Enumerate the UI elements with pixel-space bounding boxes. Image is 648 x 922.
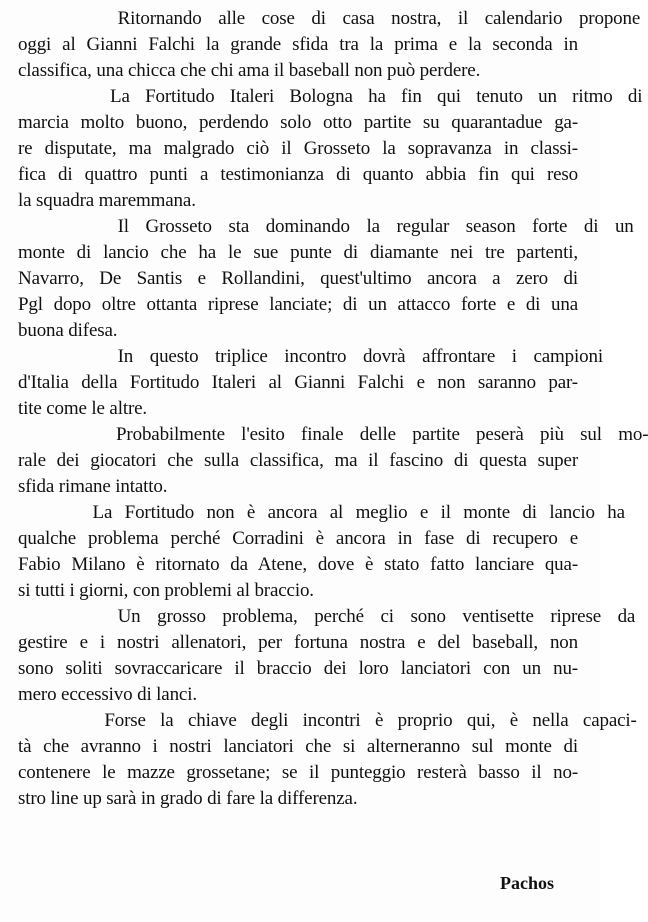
text-line: Forse la chiave degli incontri è proprio qui, è nella capaci- <box>18 710 637 731</box>
text-line: rale dei giocatori che sulla classifica, ma il fascino di questa super <box>18 450 578 471</box>
text-line: Un grosso problema, perché ci sono ventisette riprese da <box>18 606 636 627</box>
text-line: gestire e i nostri allenatori, per fortuna nostra e del baseball, non <box>18 632 578 653</box>
article-paragraph <box>18 422 648 500</box>
text-line: tite come le altre. <box>18 398 148 419</box>
article-body <box>18 6 648 812</box>
text-line: Navarro, De Santis e Rollandini, quest'ultimo ancora a zero di <box>18 268 578 289</box>
article-paragraph <box>18 500 625 604</box>
text-line: La Fortitudo non è ancora al meglio e il monte di lancio ha <box>18 502 625 523</box>
text-line: tà che avranno i nostri lanciatori che si alterneranno sul monte di <box>18 736 578 757</box>
article-paragraph <box>18 214 634 344</box>
text-line: qualche problema perché Corradini è ancora in fase di recupero e <box>18 528 578 549</box>
text-line: monte di lancio che ha le sue punte di diamante nei tre partenti, <box>18 242 578 263</box>
text-line: Probabilmente l'esito finale delle partite peserà più sul mo- <box>18 424 648 445</box>
text-line: buona difesa. <box>18 320 118 341</box>
text-line: re disputate, ma malgrado ciò il Grosseto la sopravanza in classi- <box>18 138 578 159</box>
text-line: Ritornando alle cose di casa nostra, il calendario propone <box>18 8 641 29</box>
author-byline: Pachos <box>500 873 554 893</box>
text-line: Pgl dopo oltre ottanta riprese lanciate; di un attacco forte e di una <box>18 294 578 315</box>
text-line: mero eccessivo di lanci. <box>18 684 197 705</box>
text-line: sono soliti sovraccaricare il braccio dei loro lanciatori con un nu- <box>18 658 578 679</box>
text-line: si tutti i giorni, con problemi al braccio. <box>18 580 314 601</box>
text-line: fica di quattro punti a testimonianza di quanto abbia fin qui reso <box>18 164 578 185</box>
article-paragraph <box>18 604 636 708</box>
article-paragraph <box>18 708 637 812</box>
text-line: sfida rimane intatto. <box>18 476 168 497</box>
text-line: stro line up sarà in grado di fare la differenza. <box>18 788 358 809</box>
text-line: In questo triplice incontro dovrà affrontare i campioni <box>18 346 603 367</box>
text-line: marcia molto buono, perdendo solo otto partite su quarantadue ga- <box>18 112 578 133</box>
text-line: Fabio Milano è ritornato da Atene, dove è stato fatto lanciare qua- <box>18 554 578 575</box>
article-paragraph <box>18 6 641 84</box>
text-line: classifica, una chicca che chi ama il baseball non può perdere. <box>18 60 481 81</box>
text-line: oggi al Gianni Falchi la grande sfida tra la prima e la seconda in <box>18 34 578 55</box>
text-line: la squadra maremmana. <box>18 190 196 211</box>
text-line: d'Italia della Fortitudo Italeri al Gianni Falchi e non saranno par- <box>18 372 578 393</box>
text-line: La Fortitudo Italeri Bologna ha fin qui tenuto un ritmo di <box>18 86 643 107</box>
article-paragraph <box>18 344 603 422</box>
text-line: Il Grosseto sta dominando la regular season forte di un <box>18 216 634 237</box>
article-paragraph <box>18 84 643 214</box>
text-line: contenere le mazze grossetane; se il punteggio resterà basso il no- <box>18 762 578 783</box>
